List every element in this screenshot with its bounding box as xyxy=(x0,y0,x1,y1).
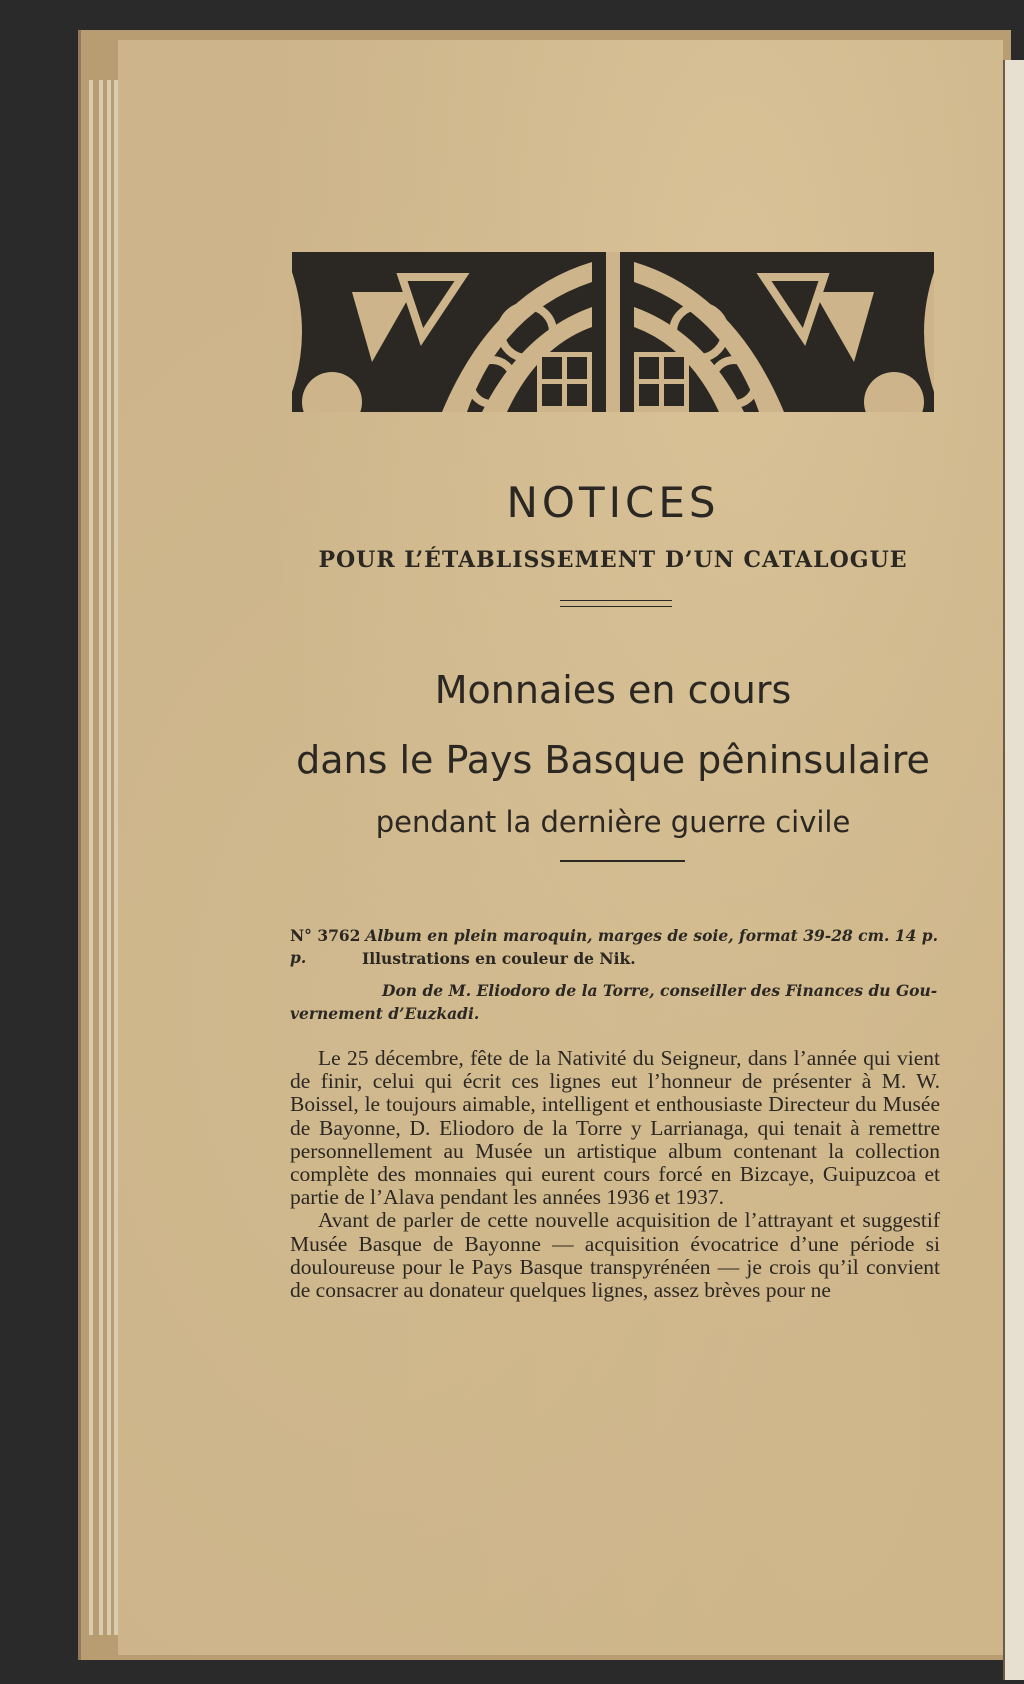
notices-heading: NOTICES xyxy=(506,478,720,527)
body-paragraph-1: Le 25 décembre, fête de la Nativité du Seigneur, dans l’année qui vient de finir, celui qui écrit ces lignes eut l’honneur de présenter à M. W. Boissel, le toujours aimable, intelligent et enthousiaste Directeur du Musée de Bayonne, D. Eliodoro de la Torre y Larrianaga, qui tenait à remettre personnellement au Musée un artistique album contenant la collection complète des monnaies qui eurent cours forcé en Bizcaye, Guipuzcoa et partie de l’Alava pendant les années 1936 et 1937. xyxy=(290,1046,940,1210)
catalog-donation-line-1: Don de M. Eliodoro de la Torre, conseiller des Finances du Gou- xyxy=(382,981,938,1000)
catalog-description: Album en plein maroquin, marges de soie, format 39-28 cm. 14 p. p. xyxy=(290,926,939,967)
body-text xyxy=(290,1047,940,1302)
page-edge xyxy=(107,80,111,1635)
decorative-ornament-banner xyxy=(292,252,934,412)
facing-page-edge xyxy=(1003,60,1024,1680)
page-edge xyxy=(89,80,93,1635)
catalogue-subheading: POUR L’ÉTABLISSEMENT D’UN CATALOGUE xyxy=(318,547,908,573)
catalog-donation-line-2: vernement d’Euzkadi. xyxy=(290,1004,480,1023)
double-rule-divider xyxy=(560,600,672,607)
page-edge xyxy=(99,80,103,1635)
article-title-line-1: Monnaies en cours xyxy=(434,668,792,712)
body-paragraph-2: Avant de parler de cette nouvelle acquisition de l’attrayant et suggestif Musée Basque de Bayonne — acquisition évocatrice d’une période si douloureuse pour le Pays Basque transpyrénéen — je crois qu’il convient de consacrer au donateur quelques lignes, assez brèves pour ne xyxy=(290,1208,940,1303)
catalog-illustrations: Illustrations en couleur de Nik. xyxy=(362,949,636,968)
article-title-line-2: dans le Pays Basque pêninsulaire xyxy=(296,738,930,782)
rule-divider xyxy=(560,860,685,862)
catalog-number: N° 3762 xyxy=(290,926,361,945)
article-title-line-3: pendant la dernière guerre civile xyxy=(375,805,851,839)
